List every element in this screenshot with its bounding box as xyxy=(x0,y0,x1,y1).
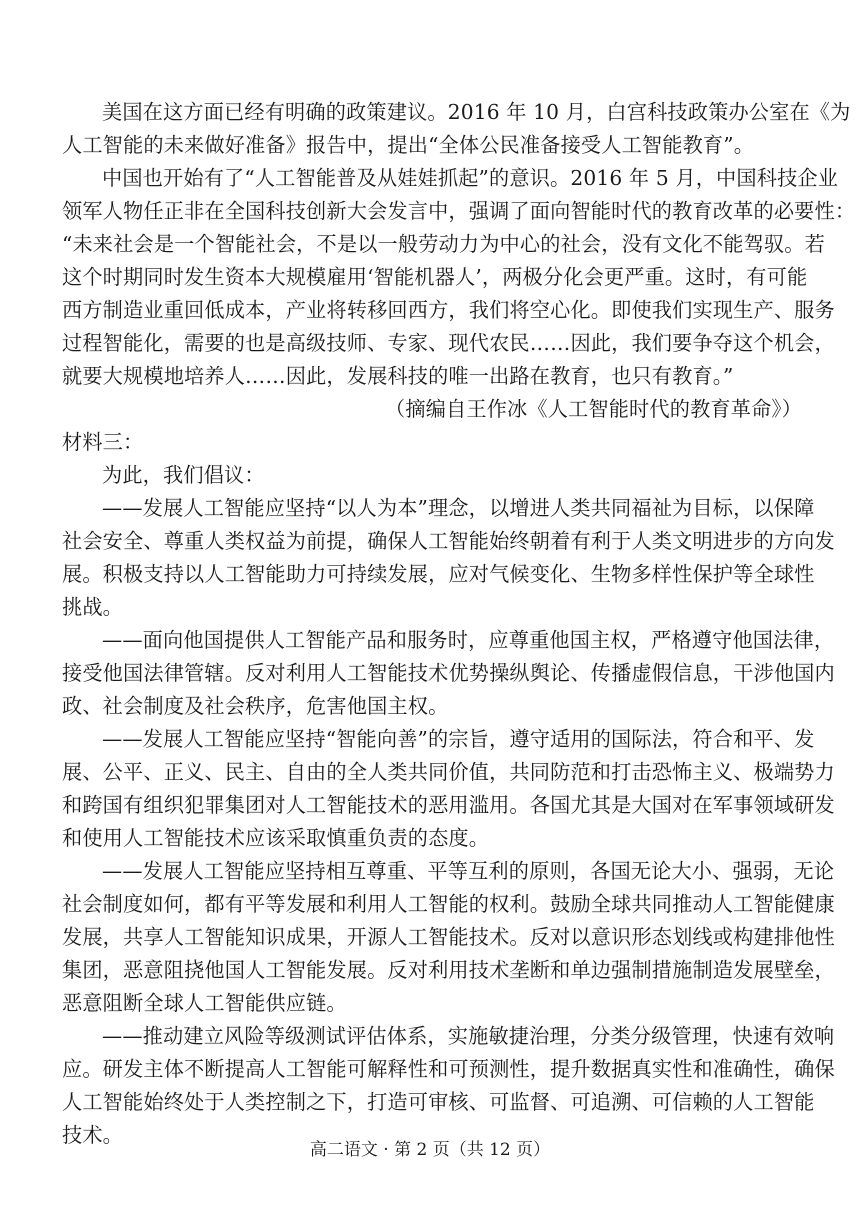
text-line: 中国也开始有了“人工智能普及从娃娃抓起”的意识。2016 年 5 月，中国科技企业 xyxy=(102,166,839,190)
text-line: 社会制度如何，都有平等发展和利用人工智能的权利。鼓励全球共同推动人工智能健康 xyxy=(62,892,835,916)
text-line: 接受他国法律管辖。反对利用人工智能技术优势操纵舆论、传播虚假信息，干涉他国内 xyxy=(62,661,835,685)
text-line: 展。积极支持以人工智能助力可持续发展，应对气候变化、生物多样性保护等全球性 xyxy=(62,562,815,586)
text-line: ——面向他国提供人工智能产品和服务时，应尊重他国主权，严格遵守他国法律， xyxy=(102,628,835,652)
text-line: 美国在这方面已经有明确的政策建议。2016 年 10 月，白宫科技政策办公室在《为 xyxy=(102,100,851,124)
text-line: 发展，共享人工智能知识成果，开源人工智能技术。反对以意识形态划线或构建排他性 xyxy=(62,925,835,949)
text-line: 人工智能的未来做好准备》报告中，提出“全体公民准备接受人工智能教育”。 xyxy=(62,133,755,157)
text-line: ——发展人工智能应坚持“智能向善”的宗旨，遵守适用的国际法，符合和平、发 xyxy=(102,727,815,751)
text-line: ——发展人工智能应坚持“以人为本”理念，以增进人类共同福祉为目标，以保障 xyxy=(102,496,815,520)
text-line: 技术。 xyxy=(62,1123,124,1147)
text-line: 过程智能化，需要的也是高级技师、专家、现代农民……因此，我们要争夺这个机会， xyxy=(62,331,835,355)
text-line: 人工智能始终处于人类控制之下，打造可审核、可监督、可追溯、可信赖的人工智能 xyxy=(62,1090,815,1114)
text-line: 就要大规模地培养人……因此，发展科技的唯一出路在教育，也只有教育。” xyxy=(62,364,734,388)
page-footer: 高二语文 · 第 2 页（共 12 页） xyxy=(309,1140,551,1160)
text-line: 和跨国有组织犯罪集团对人工智能技术的恶用滥用。各国尤其是大国对在军事领域研发 xyxy=(62,793,835,817)
text-line: ——推动建立风险等级测试评估体系，实施敏捷治理，分类分级管理，快速有效响 xyxy=(102,1024,835,1048)
text-line: 展、公平、正义、民主、自由的全人类共同价值，共同防范和打击恐怖主义、极端势力 xyxy=(62,760,835,784)
text-line: 材料三： xyxy=(62,430,144,454)
text-line: 领军人物任正非在全国科技创新大会发言中，强调了面向智能时代的教育改革的必要性： xyxy=(62,199,856,223)
text-line: 集团，恶意阻挠他国人工智能发展。反对利用技术垄断和单边强制措施制造发展壁垒， xyxy=(62,958,835,982)
text-line: 西方制造业重回低成本，产业将转移回西方，我们将空心化。即使我们实现生产、服务 xyxy=(62,298,835,322)
text-line: 社会安全、尊重人类权益为前提，确保人工智能始终朝着有利于人类文明进步的方向发 xyxy=(62,529,835,553)
text-line: 和使用人工智能技术应该采取慎重负责的态度。 xyxy=(62,826,490,850)
text-line: 应。研发主体不断提高人工智能可解释性和可预测性，提升数据真实性和准确性，确保 xyxy=(62,1057,835,1081)
text-line: “未来社会是一个智能社会，不是以一般劳动力为中心的社会，没有文化不能驾驭。若 xyxy=(62,232,825,256)
text-line: 政、社会制度及社会秩序，危害他国主权。 xyxy=(62,694,449,718)
text-line: ——发展人工智能应坚持相互尊重、平等互利的原则，各国无论大小、强弱，无论 xyxy=(102,859,835,883)
text-line: （摘编自王作冰《人工智能时代的教育革命》） xyxy=(385,397,802,421)
text-line: 恶意阻断全球人工智能供应链。 xyxy=(62,991,347,1015)
text-line: 这个时期同时发生资本大规模雇用‘智能机器人’，两极分化会更严重。这时，有可能 xyxy=(62,265,808,289)
document-body xyxy=(62,96,856,1152)
text-line: 为此，我们倡议： xyxy=(102,463,265,487)
text-line: 挑战。 xyxy=(62,595,124,619)
